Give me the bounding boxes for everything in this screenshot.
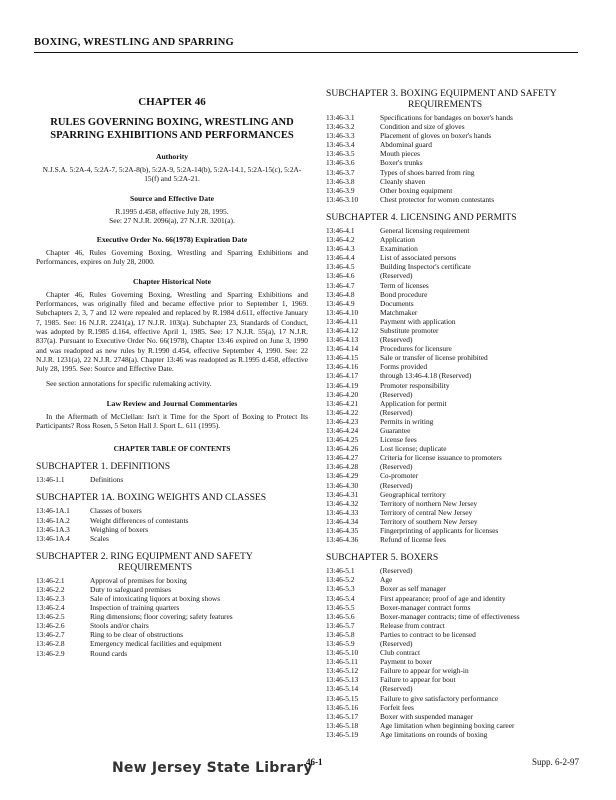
section-number: 13:46-4.32 — [326, 498, 359, 508]
section-number: 13:46-2.7 — [36, 630, 65, 640]
toc-entry — [326, 281, 588, 290]
section-number: 13:46-5.14 — [326, 684, 359, 694]
section-title: Condition and size of gloves — [380, 122, 465, 132]
section-number: 13:46-5.10 — [326, 648, 359, 658]
section-title: Other boxing equipment — [380, 185, 453, 195]
section-number: 13:46-3.2 — [326, 122, 355, 132]
toc-entry — [36, 603, 308, 612]
section-title: Placement of gloves on boxer's hands — [380, 131, 492, 141]
section-number: 13:46-5.6 — [326, 611, 355, 621]
toc-entry — [326, 639, 588, 648]
toc-entry — [326, 526, 588, 535]
toc-entry — [326, 471, 588, 480]
section-title: Duty to safeguard premises — [90, 584, 172, 594]
section-title: Guarantee — [380, 426, 411, 435]
toc-entry — [326, 462, 588, 471]
right-toc — [326, 88, 588, 739]
section-number: 13:46-2.9 — [36, 648, 65, 658]
toc-entry — [326, 621, 588, 630]
section-title: Term of licenses — [380, 280, 429, 290]
section-number: 13:46-1.1 — [36, 475, 65, 485]
section-number: 13:46-4.21 — [326, 398, 359, 408]
toc-entry — [326, 122, 588, 131]
section-number: 13:46-2.6 — [36, 621, 65, 631]
toc-entry — [326, 426, 588, 435]
section-title: Inspection of training quarters — [90, 603, 180, 613]
section-number: 13:46-3.5 — [326, 149, 355, 159]
section-title: Sale or transfer of license prohibited — [380, 353, 488, 363]
section-number: 13:46-2.3 — [36, 594, 65, 603]
section-title: Payment to boxer — [380, 657, 433, 667]
page-number: 46-1 — [306, 757, 323, 767]
section-title: Procedures for licensure — [380, 344, 452, 354]
section-title: Weight differences of contestants — [90, 515, 189, 525]
section-number: 13:46-5.4 — [326, 593, 355, 603]
section-number: 13:46-3.1 — [326, 113, 355, 122]
section-number: 13:46-3.4 — [326, 140, 355, 150]
section-number: 13:46-2.2 — [36, 584, 65, 594]
section-number: 13:46-5.17 — [326, 711, 359, 721]
chapter-title: RULES GOVERNING BOXING, WRESTLING AND SPARRING EXHIBITIONS AND PERFORMANCES — [50, 117, 294, 141]
toc-entry — [326, 353, 588, 362]
section-title: List of associated persons — [380, 253, 457, 263]
section-title: Mouth pieces — [380, 149, 421, 159]
section-number: 13:46-3.8 — [326, 176, 355, 186]
section-title: Criteria for license issuance to promoters — [380, 453, 502, 463]
toc-entry — [326, 362, 588, 371]
section-title: Documents — [380, 298, 414, 308]
toc-entry — [326, 113, 588, 122]
section-title: Boxer as self manager — [380, 584, 446, 594]
section-number: 13:46-2.4 — [36, 603, 65, 613]
section-number: 13:46-4.17 — [326, 371, 359, 381]
section-number: 13:46-4.22 — [326, 407, 359, 417]
section-number: 13:46-4.24 — [326, 426, 359, 435]
exec-order-text: Chapter 46, Rules Governing Boxing, Wrestling and Sparring Exhibitions and Performances, expires on July 28, 2000. — [36, 248, 308, 267]
law-review-heading: Law Review and Journal Commentaries — [106, 398, 238, 408]
toc-entry — [326, 517, 588, 526]
toc-entry — [326, 390, 588, 399]
toc-entry — [326, 603, 588, 612]
toc-entry — [36, 576, 308, 585]
section-title: (Reserved) — [380, 638, 413, 648]
section-title: Building Inspector's certificate — [380, 262, 471, 272]
section-number: 13:46-3.6 — [326, 158, 355, 168]
section-number: 13:46-4.15 — [326, 353, 359, 363]
section-number: 13:46-5.3 — [326, 584, 355, 594]
section-title: Fingerprinting of applicants for licenses — [380, 526, 499, 536]
toc-entry — [326, 253, 588, 262]
section-title: Scales — [90, 533, 109, 543]
section-number: 13:46-5.2 — [326, 575, 355, 585]
section-title: Age limitations on rounds of boxing — [380, 729, 488, 739]
toc-entry — [326, 481, 588, 490]
toc-entry — [326, 648, 588, 657]
toc-entry — [326, 186, 588, 195]
section-title: (Reserved) — [380, 684, 413, 694]
section-number: 13:46-5.16 — [326, 702, 359, 712]
toc-entry — [326, 453, 588, 462]
library-stamp: New Jersey State Library — [112, 760, 313, 776]
section-title: Payment with application — [380, 316, 456, 326]
section-title: Definitions — [90, 475, 124, 485]
subchapter-title: SUBCHAPTER 4. LICENSING AND PERMITS — [326, 211, 517, 223]
toc-entry — [326, 271, 588, 280]
section-number: 13:46-4.11 — [326, 316, 358, 326]
law-review-text: In the Aftermath of McClellan: Isn't it Time for the Sport of Boxing to Protect Its Participants? Ross Rosen, 5 Seton Hall J. Sport L. 611 (1995). — [36, 411, 308, 431]
toc-entry — [326, 399, 588, 408]
section-title: Boxer's trunks — [380, 158, 423, 168]
section-number: 13:46-5.11 — [326, 657, 358, 667]
source-line-2: See: 27 N.J.R. 2096(a), 27 N.J.R. 3201(a). — [109, 215, 235, 225]
section-title: Parties to contract to be licensed — [380, 629, 476, 639]
section-title: Age limitation when beginning boxing career — [380, 720, 515, 730]
toc-entry — [326, 684, 588, 693]
section-number: 13:46-5.12 — [326, 666, 359, 676]
section-number: 13:46-2.8 — [36, 639, 65, 649]
section-title: License fees — [380, 435, 417, 445]
section-number: 13:46-5.13 — [326, 675, 359, 685]
section-title: through 13:46-4.18 (Reserved) — [380, 371, 472, 381]
section-number: 13:46-1A.1 — [36, 506, 70, 516]
section-title: Geographical territory — [380, 489, 446, 499]
toc-entry — [326, 417, 588, 426]
toc-entry — [326, 244, 588, 253]
chapter-number: CHAPTER 46 — [138, 96, 206, 108]
left-column — [36, 80, 308, 658]
section-number: 13:46-4.7 — [326, 280, 355, 290]
toc-entry — [326, 535, 588, 544]
section-title: Emergency medical facilities and equipment — [90, 639, 222, 649]
toc-entry — [36, 506, 308, 515]
toc-entry — [326, 657, 588, 666]
toc-entry — [326, 290, 588, 299]
section-number: 13:46-4.36 — [326, 535, 359, 545]
section-title: Examination — [380, 244, 418, 254]
toc-entry — [326, 235, 588, 244]
section-number: 13:46-4.23 — [326, 416, 359, 426]
section-title: Promoter responsibility — [380, 380, 450, 390]
toc-entry — [326, 335, 588, 344]
toc-entry — [36, 475, 308, 484]
history-heading: Chapter Historical Note — [133, 276, 211, 286]
subchapter-title: SUBCHAPTER 3. BOXING EQUIPMENT AND SAFETY REQUIREMENTS — [326, 88, 557, 110]
toc-entry — [326, 299, 588, 308]
section-number: 13:46-1A.2 — [36, 515, 70, 525]
toc-entry — [326, 712, 588, 721]
section-number: 13:46-4.33 — [326, 507, 359, 517]
toc-entry — [326, 344, 588, 353]
section-number: 13:46-3.3 — [326, 131, 355, 141]
toc-entry — [326, 177, 588, 186]
toc-entry — [326, 158, 588, 167]
section-title: (Reserved) — [380, 566, 413, 576]
section-number: 13:46-4.6 — [326, 271, 355, 281]
section-title: Co-promoter — [380, 471, 419, 481]
section-number: 13:46-4.8 — [326, 289, 355, 299]
section-title: Weighing of boxers — [90, 524, 149, 534]
section-number: 13:46-5.15 — [326, 693, 359, 703]
section-number: 13:46-4.2 — [326, 235, 355, 245]
section-number: 13:46-4.28 — [326, 462, 359, 472]
left-toc — [36, 461, 308, 657]
section-title: Failure to appear for weigh-in — [380, 666, 469, 676]
section-title: Abdominal guard — [380, 140, 432, 150]
toc-entry — [326, 381, 588, 390]
header-rule — [34, 52, 578, 53]
section-number: 13:46-4.31 — [326, 489, 359, 499]
toc-entry — [326, 721, 588, 730]
running-header: BOXING, WRESTLING AND SPARRING — [34, 37, 234, 48]
section-title: Failure to give satisfactory performance — [380, 693, 499, 703]
section-title: Club contract — [380, 648, 421, 658]
toc-entry — [36, 525, 308, 534]
section-title: Sale of intoxicating liquors at boxing shows — [90, 594, 221, 603]
section-number: 13:46-4.19 — [326, 380, 359, 390]
section-title: (Reserved) — [380, 480, 413, 490]
section-number: 13:46-4.10 — [326, 307, 359, 317]
section-number: 13:46-5.5 — [326, 602, 355, 612]
section-number: 13:46-4.34 — [326, 516, 359, 526]
section-title: (Reserved) — [380, 407, 413, 417]
toc-entry — [326, 444, 588, 453]
section-title: Release from contract — [380, 620, 445, 630]
section-title: Application for permit — [380, 398, 447, 408]
toc-entry — [326, 694, 588, 703]
section-title: Round cards — [90, 648, 128, 658]
section-title: Age — [380, 575, 393, 585]
section-title: Permits in writing — [380, 416, 434, 426]
section-number: 13:46-4.14 — [326, 344, 359, 354]
section-title: Matchmaker — [380, 307, 418, 317]
exec-order-heading: Executive Order No. 66(1978) Expiration Date — [96, 235, 248, 245]
section-title: Forfeit fees — [380, 702, 414, 712]
toc-entry — [36, 516, 308, 525]
toc-entry — [36, 534, 308, 543]
toc-entry — [326, 371, 588, 380]
section-number: 13:46-5.1 — [326, 566, 355, 576]
section-title: (Reserved) — [380, 389, 413, 399]
history-see-also: See section annotations for specific rulemaking activity. — [46, 379, 212, 389]
toc-entry — [36, 639, 308, 648]
toc-entry — [326, 675, 588, 684]
section-title: Territory of central New Jersey — [380, 507, 473, 517]
source-line-1: R.1995 d.458, effective July 28, 1995. — [115, 206, 229, 216]
authority-text: N.J.S.A. 5:2A-4, 5:2A-7, 5:2A-8(b), 5:2A-9, 5:2A-14(b), 5:2A-14.1, 5:2A-15(c), 5:2A-15(f) and 5:2A-21. — [42, 165, 302, 184]
toc-entry — [326, 594, 588, 603]
history-text: Chapter 46, Rules Governing Boxing, Wrestling and Sparring Exhibitions and Performances, was originally filed and became effective prior to September 1, 1969. Subchapters 2, 3, 7 and 12 were repealed and replaced by R.1984 d.611, effective January 7, 1985. See: 16 N.J.R. 2241(a), 17 N.J.R. 103(a). Subchapter 23, Standards of Conduct, was adopted by R.1985 d.164, effective April 1, 1985. See: 17 N.J.R. 55(a), 17 N.J.R. 837(a). Pursuant to Executive Order No. 66(1978), Chapter 13:46 expired on June 3, 1990 and was readopted as new rules by R.1990 d.454, effective September 4, 1990. See: 22 N.J.R. 1231(a), 22 N.J.R. 2748(a). Chapter 13:46 was readopted as R.1995 d.458, effective July 28, 1995. See: Source and Effective Date. — [36, 289, 308, 374]
section-number: 13:46-3.9 — [326, 185, 355, 195]
toc-entry — [326, 435, 588, 444]
toc-entry — [326, 703, 588, 712]
section-title: (Reserved) — [380, 462, 413, 472]
section-title: (Reserved) — [380, 335, 413, 345]
toc-entry — [326, 566, 588, 575]
section-title: Lost license; duplicate — [380, 444, 447, 454]
section-title: Application — [380, 235, 415, 245]
section-title: Territory of southern New Jersey — [380, 516, 478, 526]
section-number: 13:46-5.7 — [326, 620, 355, 630]
section-number: 13:46-4.5 — [326, 262, 355, 272]
toc-entry — [326, 149, 588, 158]
toc-entry — [326, 666, 588, 675]
toc-entry — [36, 621, 308, 630]
section-number: 13:46-4.30 — [326, 480, 359, 490]
toc-entry — [326, 131, 588, 140]
section-number: 13:46-4.4 — [326, 253, 355, 263]
section-title: Classes of boxers — [90, 506, 142, 516]
section-title: First appearance; proof of age and identity — [380, 593, 506, 603]
source-heading: Source and Effective Date — [129, 193, 214, 203]
toc-entry — [326, 195, 588, 204]
section-number: 13:46-4.3 — [326, 244, 355, 254]
section-title: Refund of license fees — [380, 535, 446, 545]
toc-entry — [326, 575, 588, 584]
toc-entry — [36, 630, 308, 639]
section-title: (Reserved) — [380, 271, 413, 281]
section-number: 13:46-2.1 — [36, 575, 65, 585]
toc-entry — [326, 140, 588, 149]
toc-entry — [326, 508, 588, 517]
section-title: Failure to appear for bout — [380, 675, 456, 685]
section-title: Bond procedure — [380, 289, 428, 299]
toc-entry — [36, 612, 308, 621]
section-number: 13:46-4.16 — [326, 362, 359, 372]
section-number: 13:46-3.10 — [326, 194, 359, 204]
section-title: Stools and/or chairs — [90, 621, 149, 631]
toc-entry — [326, 490, 588, 499]
toc-entry — [326, 730, 588, 739]
section-title: General licensing requirement — [380, 225, 470, 235]
toc-entry — [326, 168, 588, 177]
section-title: Territory of northern New Jersey — [380, 498, 478, 508]
section-title: Substitute promoter — [380, 325, 439, 335]
subchapter-title: SUBCHAPTER 2. RING EQUIPMENT AND SAFETY REQUIREMENTS — [36, 550, 253, 573]
section-number: 13:46-4.29 — [326, 471, 359, 481]
section-number: 13:46-4.1 — [326, 225, 355, 235]
section-title: Specifications for bandages on boxer's hands — [380, 113, 513, 122]
toc-entry — [326, 262, 588, 271]
section-number: 13:46-4.35 — [326, 526, 359, 536]
toc-entry — [326, 317, 588, 326]
section-number: 13:46-4.12 — [326, 325, 359, 335]
section-title: Types of shoes barred from ring — [380, 167, 475, 177]
section-number: 13:46-5.18 — [326, 720, 359, 730]
toc-heading: CHAPTER TABLE OF CONTENTS — [113, 444, 231, 454]
subchapter-title: SUBCHAPTER 1. DEFINITIONS — [36, 461, 171, 473]
section-number: 13:46-1A.3 — [36, 524, 70, 534]
toc-entry — [36, 594, 308, 603]
section-number: 13:46-1A.4 — [36, 533, 70, 543]
section-title: Boxer with suspended manager — [380, 711, 473, 721]
toc-entry — [326, 308, 588, 317]
section-number: 13:46-3.7 — [326, 167, 355, 177]
section-title: Boxer-manager contracts; time of effectiveness — [380, 611, 520, 621]
toc-entry — [326, 630, 588, 639]
section-number: 13:46-5.8 — [326, 629, 355, 639]
toc-entry — [326, 326, 588, 335]
toc-entry — [326, 408, 588, 417]
section-title: Boxer-manager contract forms — [380, 602, 471, 612]
section-number: 13:46-4.13 — [326, 335, 359, 345]
section-number: 13:46-5.19 — [326, 729, 359, 739]
toc-entry — [326, 226, 588, 235]
toc-entry — [36, 649, 308, 658]
subchapter-title: SUBCHAPTER 5. BOXERS — [326, 552, 439, 564]
section-number: 13:46-2.5 — [36, 612, 65, 622]
section-title: Ring dimensions; floor covering; safety features — [90, 612, 233, 622]
section-number: 13:46-4.25 — [326, 435, 359, 445]
section-title: Approval of premises for boxing — [90, 575, 187, 585]
section-number: 13:46-4.20 — [326, 389, 359, 399]
section-number: 13:46-4.9 — [326, 298, 355, 308]
toc-entry — [326, 499, 588, 508]
supplement-date: Supp. 6-2-97 — [532, 757, 579, 767]
section-number: 13:46-4.26 — [326, 444, 359, 454]
section-title: Ring to be clear of obstructions — [90, 630, 183, 640]
section-number: 13:46-4.27 — [326, 453, 359, 463]
toc-entry — [326, 612, 588, 621]
section-title: Chest protector for women contestants — [380, 194, 495, 204]
toc-entry — [36, 585, 308, 594]
section-title: Cleanly shaven — [380, 176, 426, 186]
section-number: 13:46-5.9 — [326, 638, 355, 648]
subchapter-title: SUBCHAPTER 1A. BOXING WEIGHTS AND CLASSES — [36, 492, 267, 504]
right-column — [326, 88, 588, 739]
section-title: Forms provided — [380, 362, 428, 372]
authority-heading: Authority — [155, 152, 189, 161]
toc-entry — [326, 584, 588, 593]
